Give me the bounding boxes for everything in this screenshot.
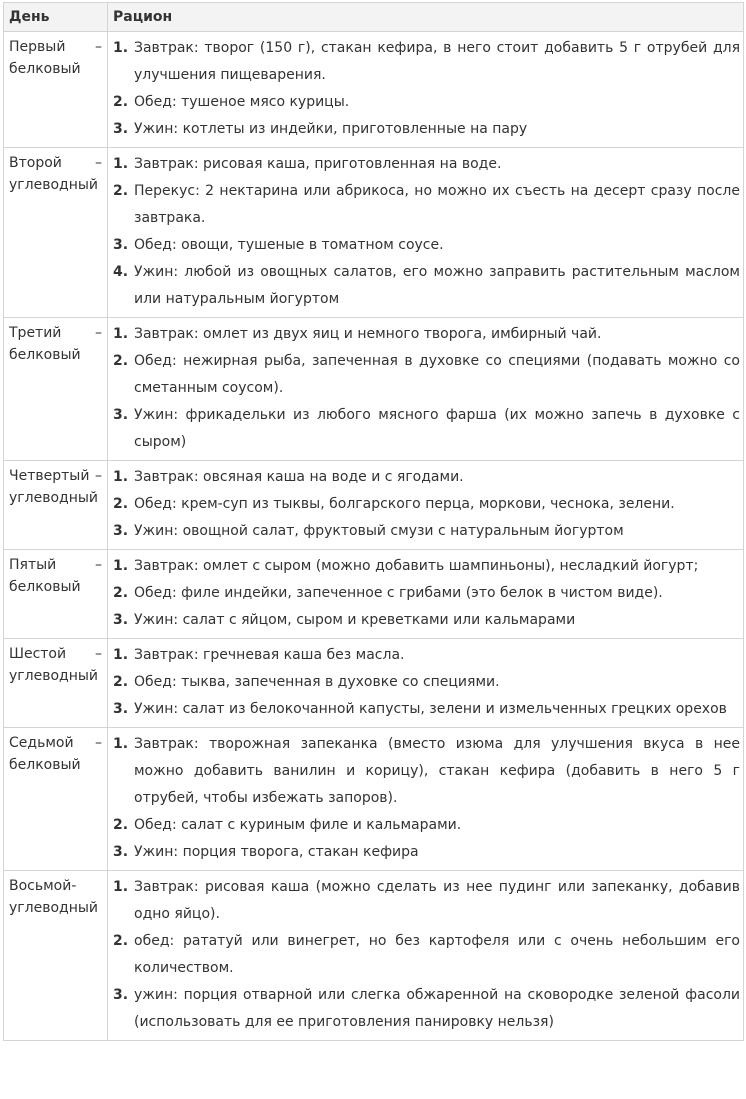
meal-text: Завтрак: творожная запеканка (вместо изюма для улучшения вкуса в нее можно добавить ванилин и корицу), стакан кефира (добавить в него 5 г отрубей, чтобы избежать запоров). [134, 736, 740, 806]
meal-number: 2. [113, 933, 129, 949]
meal-item [113, 116, 740, 143]
meal-item [113, 553, 740, 580]
meal-number: 3. [113, 407, 129, 423]
meal-list [113, 874, 740, 1036]
table-body [4, 32, 744, 1041]
meal-text: Ужин: любой из овощных салатов, его можно заправить растительным маслом или натуральным йогуртом [134, 264, 740, 307]
meal-number: 3. [113, 612, 129, 628]
ration-cell [108, 148, 744, 318]
day-cell: Первый – белковый [4, 32, 108, 148]
meal-text: Перекус: 2 нектарина или абрикоса, но можно их съесть на десерт сразу после завтрака. [134, 183, 740, 226]
ration-cell [108, 550, 744, 639]
meal-item [113, 321, 740, 348]
day-cell: Восьмой-углеводный [4, 871, 108, 1041]
day-cell: Пятый – белковый [4, 550, 108, 639]
day-cell: Седьмой – белковый [4, 728, 108, 871]
meal-item [113, 731, 740, 812]
meal-list [113, 553, 740, 634]
table-row [4, 318, 744, 461]
table-row [4, 461, 744, 550]
meal-text: Ужин: овощной салат, фруктовый смузи с натуральным йогуртом [134, 523, 624, 539]
ration-cell [108, 639, 744, 728]
meal-text: Обед: тушеное мясо курицы. [134, 94, 350, 110]
meal-text: Обед: овощи, тушеные в томатном соусе. [134, 237, 444, 253]
meal-number: 3. [113, 701, 129, 717]
ration-cell [108, 32, 744, 148]
meal-text: Обед: филе индейки, запеченное с грибами (это белок в чистом виде). [134, 585, 663, 601]
meal-text: Ужин: порция творога, стакан кефира [134, 844, 419, 860]
meal-item [113, 151, 740, 178]
meal-item [113, 491, 740, 518]
meal-text: ужин: порция отварной или слегка обжаренной на сковородке зеленой фасоли (использовать для ее приготовления панировку нельзя) [134, 987, 740, 1030]
meal-list [113, 35, 740, 143]
meal-item [113, 982, 740, 1036]
meal-number: 4. [113, 264, 129, 280]
meal-number: 2. [113, 817, 129, 833]
meal-item [113, 35, 740, 89]
meal-text: Завтрак: рисовая каша, приготовленная на воде. [134, 156, 502, 172]
meal-number: 3. [113, 987, 129, 1003]
meal-list [113, 151, 740, 313]
meal-number: 1. [113, 647, 129, 663]
meal-list [113, 642, 740, 723]
meal-item [113, 348, 740, 402]
meal-number: 1. [113, 879, 129, 895]
meal-text: Обед: тыква, запеченная в духовке со специями. [134, 674, 500, 690]
meal-item [113, 669, 740, 696]
meal-item [113, 874, 740, 928]
meal-text: обед: рататуй или винегрет, но без картофеля или с очень небольшим его количеством. [134, 933, 740, 976]
meal-text: Завтрак: омлет с сыром (можно добавить шампиньоны), несладкий йогурт; [134, 558, 699, 574]
meal-item [113, 839, 740, 866]
table-row [4, 728, 744, 871]
meal-list [113, 731, 740, 866]
meal-text: Обед: крем-суп из тыквы, болгарского перца, моркови, чеснока, зелени. [134, 496, 675, 512]
meal-text: Завтрак: творог (150 г), стакан кефира, в него стоит добавить 5 г отрубей для улучшения пищеварения. [134, 40, 740, 83]
meal-text: Обед: нежирная рыба, запеченная в духовке со специями (подавать можно со сметанным соусом). [134, 353, 740, 396]
meal-number: 1. [113, 40, 129, 56]
meal-item [113, 178, 740, 232]
meal-number: 2. [113, 353, 129, 369]
meal-text: Ужин: фрикадельки из любого мясного фарша (их можно запечь в духовке с сыром) [134, 407, 740, 450]
table-row [4, 871, 744, 1041]
meal-item [113, 580, 740, 607]
meal-item [113, 696, 740, 723]
meal-number: 2. [113, 585, 129, 601]
meal-number: 2. [113, 496, 129, 512]
meal-text: Завтрак: гречневая каша без масла. [134, 647, 405, 663]
meal-list [113, 464, 740, 545]
ration-cell [108, 318, 744, 461]
day-cell: Второй – углеводный [4, 148, 108, 318]
meal-text: Ужин: салат с яйцом, сыром и креветками или кальмарами [134, 612, 576, 628]
meal-text: Ужин: салат из белокочанной капусты, зелени и измельченных грецких орехов [134, 701, 727, 717]
meal-item [113, 607, 740, 634]
meal-item [113, 232, 740, 259]
day-cell: Четвертый – углеводный [4, 461, 108, 550]
meal-item [113, 464, 740, 491]
ration-cell [108, 728, 744, 871]
meal-number: 2. [113, 94, 129, 110]
table-row [4, 550, 744, 639]
meal-item [113, 812, 740, 839]
meal-number: 1. [113, 736, 129, 752]
meal-text: Обед: салат с куриным филе и кальмарами. [134, 817, 462, 833]
meal-text: Завтрак: овсяная каша на воде и с ягодами. [134, 469, 464, 485]
meal-text: Завтрак: омлет из двух яиц и немного творога, имбирный чай. [134, 326, 602, 342]
ration-cell [108, 871, 744, 1041]
ration-cell [108, 461, 744, 550]
table-row [4, 639, 744, 728]
meal-number: 3. [113, 121, 129, 137]
table-header-row [4, 3, 744, 32]
meal-number: 1. [113, 326, 129, 342]
meal-number: 1. [113, 558, 129, 574]
meal-item [113, 259, 740, 313]
meal-list [113, 321, 740, 456]
header-day: День [4, 3, 108, 32]
table-row [4, 148, 744, 318]
day-cell: Шестой – углеводный [4, 639, 108, 728]
meal-item [113, 89, 740, 116]
meal-number: 3. [113, 844, 129, 860]
meal-number: 3. [113, 237, 129, 253]
meal-item [113, 642, 740, 669]
meal-item [113, 928, 740, 982]
table-row [4, 32, 744, 148]
meal-number: 2. [113, 674, 129, 690]
diet-table [3, 2, 744, 1041]
meal-text: Завтрак: рисовая каша (можно сделать из нее пудинг или запеканку, добавив одно яйцо). [134, 879, 740, 922]
meal-item [113, 402, 740, 456]
meal-text: Ужин: котлеты из индейки, приготовленные на пару [134, 121, 528, 137]
day-cell: Третий – белковый [4, 318, 108, 461]
header-ration: Рацион [108, 3, 744, 32]
meal-number: 2. [113, 183, 129, 199]
meal-item [113, 518, 740, 545]
meal-number: 1. [113, 469, 129, 485]
meal-number: 3. [113, 523, 129, 539]
meal-number: 1. [113, 156, 129, 172]
